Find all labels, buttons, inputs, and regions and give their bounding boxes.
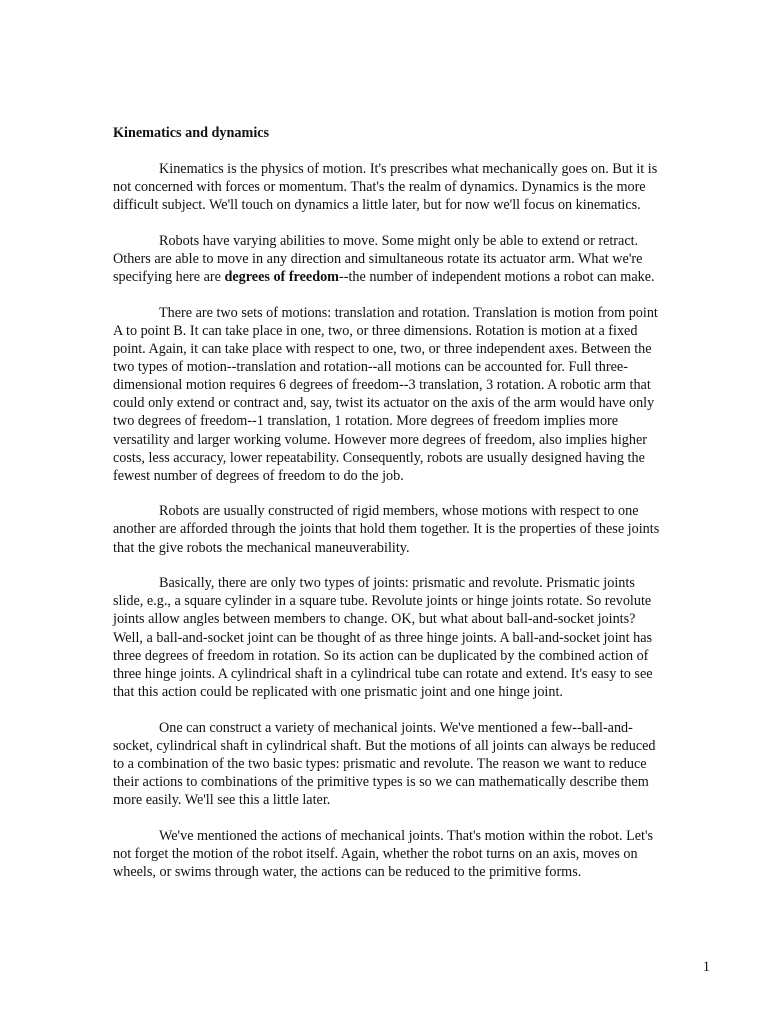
paragraph-text-after: --the number of independent motions a robot can make. — [339, 269, 655, 286]
paragraph-text-before: Robots have varying abilities to move. Some might only be able to extend or retract. Others are able to move in any direction and simultaneous rotate its actuator arm. What we're specifying here are — [113, 232, 643, 286]
document-page — [113, 124, 703, 898]
paragraph-mechanical-joints: One can construct a variety of mechanical joints. We've mentioned a few--ball-and- socket, cylindrical shaft in cylindrical shaft. But the motions of all joints can always be reduced to a combination of the two basic types: prismatic and revolute. The reason we want to reduce their actions to combinations of the primitive types is so we can mathematically describe them more easily. We'll see this a little later. — [113, 719, 656, 808]
page-number: 1 — [702, 959, 710, 975]
paragraph-robot-motion: We've mentioned the actions of mechanical joints. That's motion within the robot. Let's not forget the motion of the robot itself. Again, whether the robot turns on an axis, moves on wheels, or swims through water, the actions can be reduced to the primitive forms. — [113, 827, 654, 880]
paragraph-kinematics-intro: Kinematics is the physics of motion. It's prescribes what mechanically goes on. But it is not concerned with forces or momentum. That's the realm of dynamics. Dynamics is the more difficult subject. We'll touch on dynamics a little later, but for now we'll focus on kinematics. — [113, 161, 658, 214]
paragraph-translation-rotation: There are two sets of motions: translation and rotation. Translation is motion from point A to point B. It can take place in one, two, or three dimensions. Rotation is motion at a fixed point. Again, it can take place with respect to one, two, or three independent axes. Between the two types of motion--translation and rotation--all motions can be accounted for. Full three- dimensional motion requires 6 degrees of freedom--3 translation, 3 rotation. A robotic arm that could only extend or contract and, say, twist its actuator on the axis of the arm would have only two degrees of freedom--1 translation, 1 rotation. More degrees of freedom implies more versatility and larger working volume. However more degrees of freedom, also implies higher costs, less accuracy, lower repeatability. Consequently, robots are usually designed having the fewest number of degrees of freedom to do the job. — [113, 304, 658, 484]
section-heading: Kinematics and dynamics — [113, 125, 270, 141]
paragraph-joint-types: Basically, there are only two types of joints: prismatic and revolute. Prismatic joints slide, e.g., a square cylinder in a square tube. Revolute joints or hinge joints rotate. So revolute joints allow angles between members to change. OK, but what about ball-and-socket joints? Well, a ball-and-socket joint can be thought of as three hinge joints. A ball-and-socket joint has three degrees of freedom in rotation. So its action can be duplicated by the combined action of three hinge joints. A cylindrical shaft in a cylindrical tube can rotate and extend. It's easy to see that this action could be replicated with one prismatic joint and one hinge joint. — [113, 575, 653, 700]
paragraph-degrees-of-freedom — [113, 232, 703, 286]
bold-term-degrees-of-freedom: degrees of freedom — [224, 269, 339, 286]
paragraph-rigid-members: Robots are usually constructed of rigid members, whose motions with respect to one another are afforded through the joints that hold them together. It is the properties of these joints that the give robots the mechanical maneuverability. — [113, 503, 660, 556]
